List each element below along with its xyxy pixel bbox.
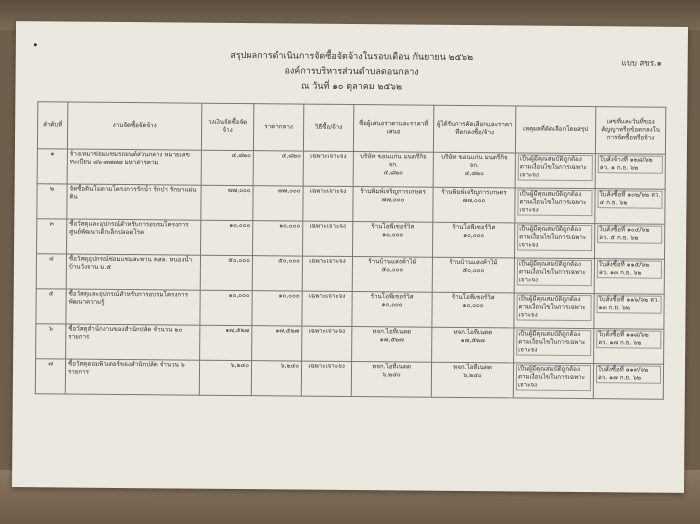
cell-median-price: ๑๐,๐๐๐ — [253, 221, 303, 256]
cell-work: จัดซื้อดินโม่ตามโครงการรักน้ำ รักป่า รักษาแผ่นดิน — [67, 184, 201, 220]
punch-mark — [34, 43, 37, 46]
win-price: ๗๗,๐๐๐ — [462, 196, 486, 205]
cell-bidder — [352, 257, 432, 293]
table-row — [35, 359, 663, 399]
bidder-name: ร้านโอพีเซอร์วิส — [370, 293, 414, 301]
contract-text: ใบสั่งซื้อที่ ๑๑๖/๖๒ ลว. ๑๓ ก.ย. ๖๒ — [597, 295, 662, 314]
reason-text: เป็นผู้มีคุณสมบัติถูกต้องตามเงื่อนไขในการเฉพาะเจาะจง — [516, 329, 591, 356]
reason-text: เป็นผู้มีคุณสมบัติถูกต้องตามเงื่อนไขในการเฉพาะเจาะจง — [517, 224, 592, 251]
contract-text: ใบสั่งซื้อที่ ๑๐๔/๖๒ ลว. ๕ ก.ย. ๖๒ — [597, 225, 662, 244]
bid-price: ๑๐,๐๐๐ — [382, 231, 404, 239]
winner-name: ร้านโอพีเซอร์วิส — [451, 293, 495, 302]
cell-winner — [431, 362, 513, 398]
cell-contract — [595, 154, 665, 190]
cell-reason — [513, 363, 593, 399]
cell-winner — [432, 292, 514, 328]
cell-reason — [514, 293, 594, 329]
cell-work: จ้างเหมาซ่อมแซมรถยนต์ส่วนกลาง หมายเลขทะเบียน ๘๖-๗๗๗๗ มหาสารคาม — [67, 149, 201, 185]
reason-text: เป็นผู้มีคุณสมบัติถูกต้องตามเงื่อนไขในการเฉพาะเจาะจง — [516, 294, 591, 321]
cell-contract — [594, 329, 664, 365]
cell-no: ๒ — [37, 184, 67, 219]
win-price: ๑๗,๕๒๗ — [460, 336, 485, 345]
cell-no: ๖ — [36, 324, 66, 359]
cell-no: ๑ — [37, 149, 67, 184]
win-price: ๑๐,๐๐๐ — [462, 301, 484, 310]
cell-no: ๓ — [37, 219, 67, 254]
cell-work: ซื้อวัสดุและอุปกรณ์สำหรับการอบรมโครงการพัฒนาความรู้ — [66, 289, 200, 325]
report-date: ณ วันที่ ๑๐ ตุลาคม ๒๕๖๒ — [300, 81, 402, 93]
bid-price: ๔,๘๒๐ — [383, 169, 403, 177]
procurement-table — [35, 101, 667, 399]
cell-bidder — [353, 152, 433, 188]
win-price: ๔,๘๒๐ — [464, 169, 484, 178]
header-work: งานจัดซื้อจัดจ้าง — [67, 102, 201, 150]
cell-bidder — [353, 187, 433, 223]
bidder-name: ร้านโอพีเซอร์วิส — [371, 223, 415, 231]
cell-budget: ๗๗,๐๐๐ — [201, 185, 253, 220]
cell-bidder — [351, 362, 431, 398]
bidder-name: หจก.ไอทีเนตต — [372, 328, 412, 336]
cell-median-price: ๔,๘๒๐ — [253, 151, 303, 186]
cell-work: ซื้อวัสดุอุปกรณ์ซ่อมแซมสะพาน คสล. หนองน้ำบ้านวังจาน ม.๕ — [66, 254, 200, 290]
cell-method: เฉพาะเจาะจง — [302, 256, 352, 291]
win-price: ๕๐,๐๐๐ — [462, 266, 485, 275]
cell-work: ซื้อวัสดุคอมพิวเตอร์ของสำนักปลัด จำนวน ๖ รายการ — [65, 359, 199, 395]
cell-contract — [595, 189, 665, 225]
cell-bidder — [352, 292, 432, 328]
cell-work: ซื้อวัสดุและอุปกรณ์สำหรับการอบรมโครงการศูนย์พัฒนาเด็กเล็กปลอดโรค — [67, 219, 201, 255]
header-no: ลำดับที่ — [37, 102, 67, 149]
cell-median-price: ๗๗,๐๐๐ — [253, 186, 303, 221]
table-header-row — [37, 102, 665, 154]
cell-budget: ๑๗,๕๒๗ — [200, 325, 252, 360]
table-row — [37, 184, 665, 224]
cell-budget: ๖,๒๔๐ — [199, 360, 251, 395]
cell-contract — [594, 294, 664, 330]
winner-name: ร้านบ้านแสงค้าไม้ — [449, 258, 498, 267]
cell-winner — [433, 187, 515, 223]
reason-text: เป็นผู้มีคุณสมบัติถูกต้องตามเงื่อนไขในการเฉพาะเจาะจง — [517, 259, 592, 286]
header-median-price: ราคากลาง — [253, 104, 303, 151]
cell-work: ซื้อวัสดุสำนักงานของสำนักปลัด จำนวน ๒๐ รายการ — [66, 324, 200, 360]
winner-name: ร้านพิมพ์เจริญการเกษตร — [441, 188, 507, 197]
cell-reason — [514, 223, 594, 259]
cell-contract — [593, 364, 663, 400]
win-price: ๑๐,๐๐๐ — [463, 231, 485, 240]
table-row — [37, 149, 665, 189]
document-header — [15, 47, 687, 98]
bid-price: ๕๐,๐๐๐ — [381, 266, 404, 274]
winner-name: หจก.ไอทีเนตต — [453, 328, 493, 337]
cell-median-price: ๖,๒๔๐ — [251, 361, 301, 396]
cell-median-price: ๑๐,๐๐๐ — [252, 291, 302, 326]
reason-text: เป็นผู้มีคุณสมบัติถูกต้องตามเงื่อนไขในการเฉพาะเจาะจง — [516, 364, 591, 391]
cell-method: เฉพาะเจาะจง — [303, 151, 353, 186]
cell-method: เฉพาะเจาะจง — [302, 326, 352, 361]
reason-text: เป็นผู้มีคุณสมบัติถูกต้องตามเงื่อนไขในการเฉพาะเจาะจง — [517, 189, 592, 216]
table-row — [36, 324, 664, 364]
cell-method: เฉพาะเจาะจง — [302, 291, 352, 326]
contract-text: ใบสั่งจ้างที่ ๑๒๘/๖๒ ลว. ๑ ก.ย. ๖๒ — [598, 155, 663, 174]
header-method: วิธีซื้อ/จ้าง — [303, 104, 353, 151]
header-contract: เลขที่และวันที่ของสัญญาหรือข้อตกลงในการจัดซื้อหรือจ้าง — [595, 107, 665, 155]
cell-reason — [514, 328, 594, 364]
cell-reason — [515, 153, 595, 189]
header-reason: เหตุผลที่คัดเลือกโดยสรุป — [515, 106, 595, 154]
winner-name: ร้านโอพีเซอร์วิส — [452, 223, 496, 232]
cell-no: ๕ — [36, 289, 66, 324]
header-budget: วงเงินจัดซื้อจัดจ้าง — [201, 103, 253, 150]
cell-method: เฉพาะเจาะจง — [301, 361, 351, 396]
cell-contract — [594, 259, 664, 295]
contract-text: ใบสั่งซื้อที่ ๑๑๕/๖๒ ลว. ๑๓ ก.ย. ๖๒ — [597, 260, 662, 279]
reason-text: เป็นผู้มีคุณสมบัติถูกต้องตามเงื่อนไขในการเฉพาะเจาะจง — [518, 154, 593, 181]
cell-median-price: ๑๗,๕๒๗ — [252, 326, 302, 361]
document-page — [12, 21, 688, 493]
table-row — [36, 289, 664, 329]
bid-price: ๑๗,๕๒๗ — [379, 336, 404, 344]
cell-winner — [433, 152, 515, 188]
bid-price: ๖,๒๔๐ — [382, 371, 401, 379]
contract-text: ใบสั่งซื้อที่ ๑๑๘/๖๒ ลว. ๑๗ ก.ย. ๖๒ — [596, 330, 661, 349]
cell-no: ๔ — [36, 254, 66, 289]
header-winner: ผู้ได้รับการคัดเลือกและราคาที่ตกลงซื้อ/จ้าง — [433, 105, 515, 153]
header-bidder: ชื่อผู้เสนอราคาและราคาที่เสนอ — [353, 105, 433, 153]
cell-reason — [515, 188, 595, 224]
cell-method: เฉพาะเจาะจง — [303, 221, 353, 256]
cell-winner — [432, 257, 514, 293]
cell-bidder — [353, 222, 433, 258]
cell-method: เฉพาะเจาะจง — [303, 186, 353, 221]
bidder-name: บริษัท ขอนแก่น มนตรีกิจ จก. — [360, 153, 427, 169]
bidder-name: หจก.ไอทีเนตต — [372, 363, 411, 371]
bid-price: ๑๐,๐๐๐ — [381, 301, 403, 309]
cell-budget: ๕๐,๐๐๐ — [200, 255, 252, 290]
table-row — [37, 219, 665, 259]
cell-budget: ๑๐,๐๐๐ — [200, 290, 252, 325]
cell-reason — [514, 258, 594, 294]
winner-name: หจก.ไอทีเนตต — [453, 363, 492, 372]
cell-budget: ๑๐,๐๐๐ — [201, 220, 253, 255]
win-price: ๖,๒๔๐ — [463, 371, 482, 380]
cell-budget: ๔,๘๒๐ — [201, 150, 253, 185]
cell-no: ๗ — [35, 359, 65, 394]
bidder-name: ร้านพิมพ์เจริญการเกษตร — [360, 188, 426, 196]
winner-name: บริษัท ขอนแก่น มนตรีกิจ จก. — [441, 153, 508, 170]
cell-median-price: ๕๐,๐๐๐ — [252, 256, 302, 291]
document-title: สรุปผลการดำเนินการจัดซื้อจัดจ้างในรอบเดือน กันยายน ๒๕๖๒ — [230, 50, 474, 64]
table-row — [36, 254, 664, 294]
cell-winner — [432, 327, 514, 363]
organization-name: องค์การบริหารส่วนตำบลดอนกลาง — [284, 66, 419, 78]
contract-text: ใบสั่งซื้อที่ ๑๑๙/๖๒ ลว. ๑๗ ก.ย. ๖๒ — [596, 365, 661, 384]
cell-winner — [433, 222, 515, 258]
contract-text: ใบสั่งซื้อที่ ๑๐๒/๖๒ ลว. ๔ ก.ย. ๖๒ — [597, 190, 662, 209]
bid-price: ๗๗,๐๐๐ — [381, 196, 405, 204]
cell-contract — [594, 224, 664, 260]
bidder-name: ร้านบ้านแสงค้าไม้ — [368, 258, 417, 266]
cell-bidder — [352, 327, 432, 363]
form-code: แบบ สขร.๑ — [621, 58, 662, 68]
